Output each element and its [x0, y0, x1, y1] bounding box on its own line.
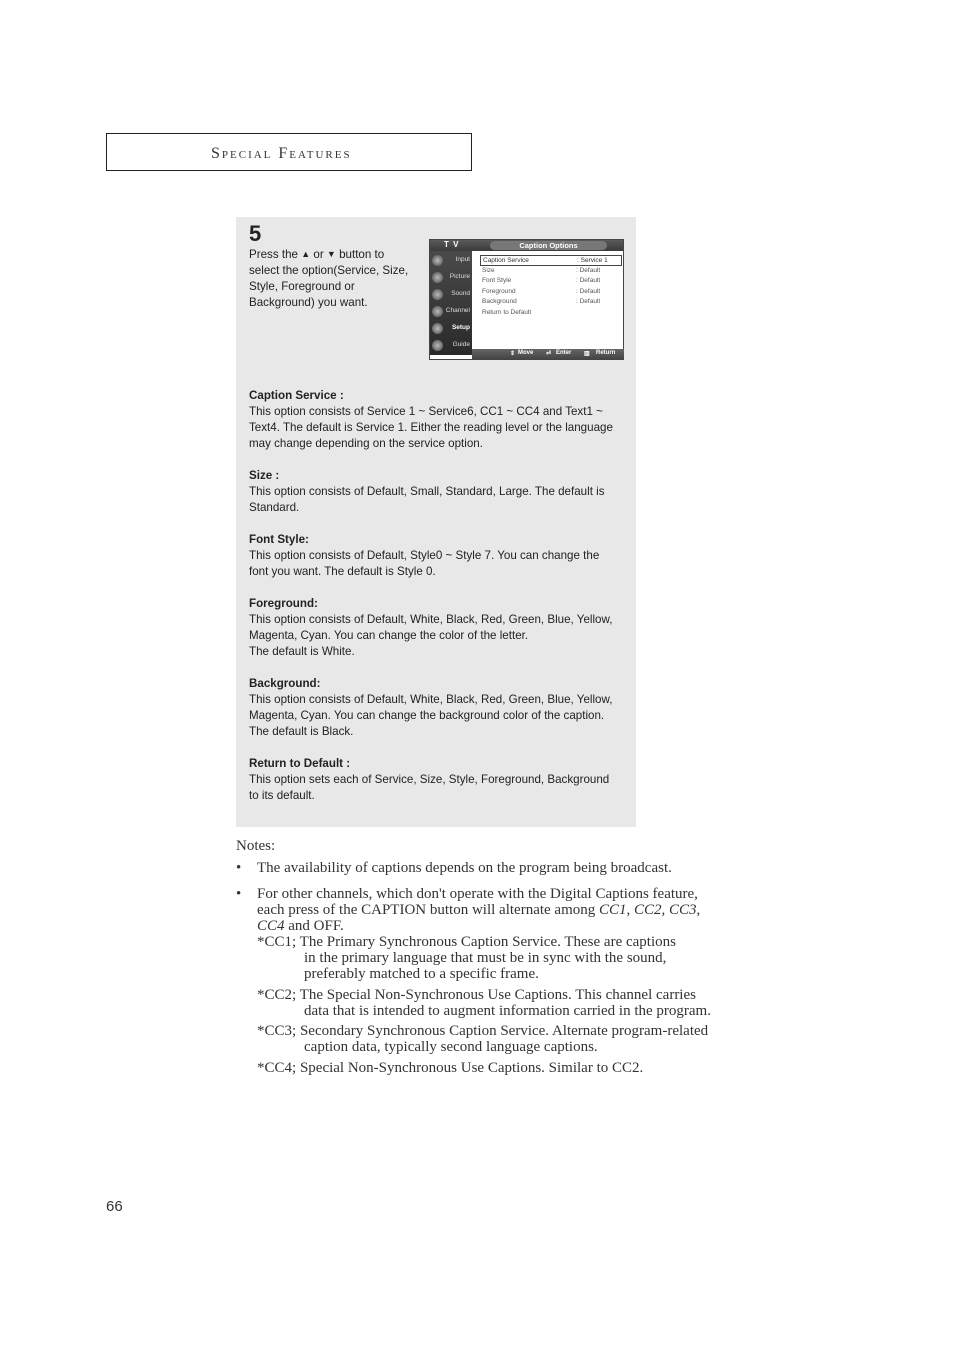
tv-footer-move: Move: [518, 350, 534, 356]
tv-menu-row: Font Style : Default: [482, 277, 601, 284]
tv-footer-enter: Enter: [556, 350, 572, 356]
note-bullet-1: The availability of captions depends on the program being broadcast.: [257, 860, 672, 876]
step-text-before: Press the: [249, 248, 298, 261]
cc4-definition: *CC4; Special Non-Synchronous Use Captions. Similar to CC2.: [257, 1060, 644, 1076]
cc2-definition: *CC2; The Special Non-Synchronous Use Captions. This channel carries data that is intended to augment information carried in the program.: [257, 987, 711, 1019]
description-size: Size : This option consists of Default, Small, Standard, Large. The default is Standard.: [249, 469, 605, 514]
tv-menu-list: [480, 255, 622, 318]
tv-menu-row: Caption Service : Service 1: [480, 255, 622, 266]
setup-icon: [432, 323, 443, 334]
tv-sidebar-item-input: Input: [430, 252, 472, 269]
description-foreground: Foreground: This option consists of Default, White, Black, Red, Green, Blue, Yellow, Magenta, Cyan. You can change the color of the letter. The default is White.: [249, 597, 613, 658]
description-return-to-default: Return to Default : This option sets each of Service, Size, Style, Foreground, Background to its default.: [249, 757, 610, 802]
tv-header: [430, 240, 623, 251]
step-number: 5: [249, 221, 262, 246]
instruction-panel: [236, 217, 636, 827]
notes-label: Notes:: [236, 838, 276, 854]
sound-icon: [432, 289, 443, 300]
tv-menu-title: Caption Options: [490, 241, 607, 250]
bullet-icon: •: [236, 860, 242, 876]
description-background: Background: This option consists of Default, White, Black, Red, Green, Blue, Yellow, Magenta, Cyan. You can change the background color of the caption. The default is Black.: [249, 677, 613, 738]
tv-menu-row: Foreground : Default: [482, 287, 601, 295]
picture-icon: [432, 272, 443, 283]
tv-footer-return: Return: [596, 350, 616, 356]
tv-menu-row: Return to Default: [482, 308, 532, 316]
tv-sidebar-item-channel: Channel: [430, 303, 472, 320]
tv-sidebar: [430, 251, 472, 355]
down-arrow-icon: ▼: [326, 249, 336, 259]
cc1-definition: *CC1; The Primary Synchronous Caption Service. These are captions in the primary language that must be in sync with the sound, preferably matched to a specific frame.: [257, 934, 676, 982]
description-caption-service: Caption Service : This option consists of Service 1 ~ Service6, CC1 ~ CC4 and Text1 ~ Text4. The default is Service 1. Either the reading level or the language may change depending on the service option.: [249, 389, 613, 450]
step-instruction: [249, 247, 409, 311]
return-icon: ▥: [584, 351, 590, 357]
tv-menu-row: Size : Default: [482, 266, 601, 274]
input-icon: [432, 255, 443, 266]
tv-screen-illustration: [429, 239, 624, 360]
note-bullet-2: For other channels, which don't operate with the Digital Captions feature, each press of the CAPTION button will alternate among CC1, CC2, CC3, CC4 and OFF.: [257, 886, 701, 934]
step-text-or: or: [313, 248, 324, 261]
channel-icon: [432, 306, 443, 317]
tv-sidebar-item-guide: Guide: [430, 337, 472, 354]
bullet-icon: •: [236, 886, 242, 902]
tv-sidebar-item-sound: Sound: [430, 286, 472, 303]
description-font-style: Font Style: This option consists of Default, Style0 ~ Style 7. You can change the font you want. The default is Style 0.: [249, 533, 600, 578]
step-text-after: button to select the option(Service, Size, Style, Foreground or Background) you want.: [249, 248, 409, 309]
guide-icon: [432, 340, 443, 351]
tv-label: T V: [444, 240, 460, 249]
tv-menu-row: Background : Default: [482, 298, 601, 305]
tv-footer: [472, 349, 624, 359]
page-number: 66: [106, 1198, 123, 1215]
up-arrow-icon: ▲: [301, 249, 311, 259]
section-header-box: [106, 133, 472, 171]
tv-sidebar-item-setup: Setup: [430, 320, 472, 337]
enter-icon: ⏎: [546, 351, 552, 357]
tv-sidebar-item-picture: Picture: [430, 269, 472, 286]
section-title: Special Features: [211, 145, 352, 162]
move-icon: ⇕: [510, 351, 516, 357]
cc3-definition: *CC3; Secondary Synchronous Caption Service. Alternate program-related caption data, typically second language captions.: [257, 1023, 709, 1055]
